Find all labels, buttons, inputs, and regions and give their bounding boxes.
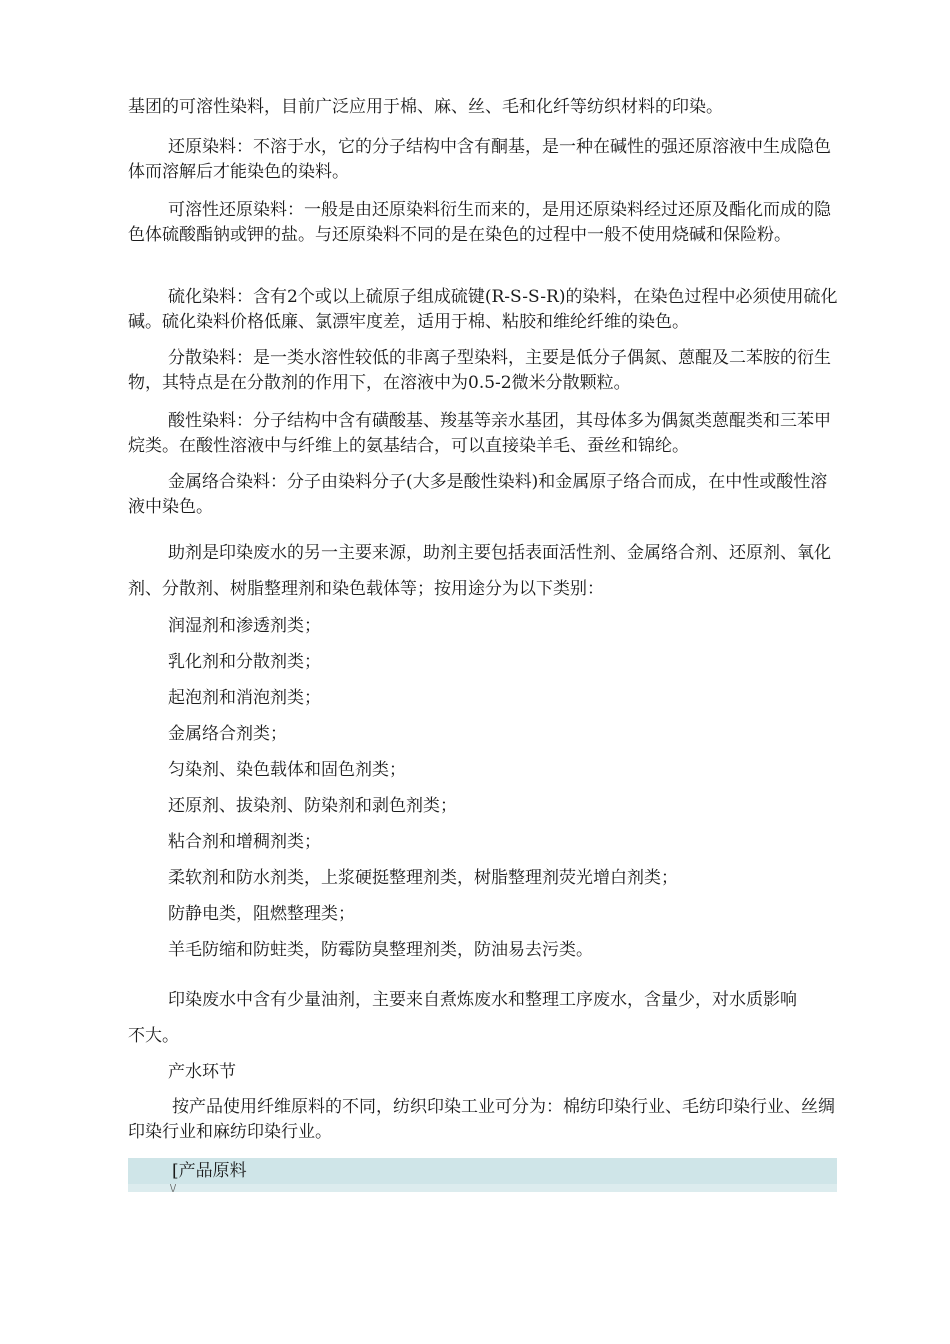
paragraph-dye-continued: 基团的可溶性染料，目前广泛应用于棉、麻、丝、毛和化纤等纺织材料的印染。	[128, 97, 723, 117]
table-mark: \/	[170, 1184, 177, 1194]
list-item: 还原剂、拔染剂、防染剂和剥色剂类；	[168, 796, 457, 816]
list-item: 羊毛防缩和防蛀类，防霉防臭整理剂类，防油易去污类。	[168, 940, 593, 960]
paragraph-soluble-vat-dyes: 可溶性还原染料：一般是由还原染料衍生而来的，是用还原染料经过还原及酯化而成的隐色体硫酸酯钠或钾的盐。与还原染料不同的是在染色的过程中一般不使用烧碱和保险粉。	[128, 200, 831, 245]
list-item: 粘合剂和增稠剂类；	[168, 832, 321, 852]
list-item: 柔软剂和防水剂类，上浆硬挺整理剂类，树脂整理剂荧光增白剂类；	[168, 868, 678, 888]
table-header-cell: [产品原料	[172, 1161, 247, 1181]
paragraph-metal-complex-dyes: 金属络合染料：分子由染料分子(大多是酸性染料)和金属原子络合而成，在中性或酸性溶液中染色。	[128, 472, 828, 517]
list-item: 防静电类，阻燃整理类；	[168, 904, 355, 924]
list-item: 乳化剂和分散剂类；	[168, 652, 321, 672]
paragraph-auxiliaries: 助剂是印染废水的另一主要来源，助剂主要包括表面活性剂、金属络合剂、还原剂、氧化剂、分散剂、树脂整理剂和染色载体等；按用途分为以下类别：	[128, 543, 831, 599]
paragraph-acid-dyes: 酸性染料：分子结构中含有磺酸基、羧基等亲水基团，其母体多为偶氮类蒽醌类和三苯甲烷类。在酸性溶液中与纤维上的氨基结合，可以直接染羊毛、蚕丝和锦纶。	[128, 411, 831, 456]
list-item: 金属络合剂类；	[168, 724, 287, 744]
list-item: 匀染剂、染色载体和固色剂类；	[168, 760, 406, 780]
paragraph-industry-categories: 按产品使用纤维原料的不同，纺织印染工业可分为：棉纺印染行业、毛纺印染行业、丝绸印染行业和麻纺印染行业。	[128, 1097, 835, 1142]
paragraph-disperse-dyes: 分散染料：是一类水溶性较低的非离子型染料，主要是低分子偶氮、蒽醌及二苯胺的衍生物，其特点是在分散剂的作用下，在溶液中为0.5-2微米分散颗粒。	[128, 348, 831, 393]
paragraph-sulfur-dyes: 硫化染料：含有2个或以上硫原子组成硫键(R-S-S-R)的染料，在染色过程中必须使用硫化碱。硫化染料价格低廉、氯漂牢度差，适用于棉、粘胶和维纶纤维的染色。	[128, 287, 838, 332]
table-subheader-row	[128, 1184, 837, 1192]
list-item: 润湿剂和渗透剂类；	[168, 616, 321, 636]
paragraph-vat-dyes: 还原染料：不溶于水，它的分子结构中含有酮基，是一种在碱性的强还原溶液中生成隐色体而溶解后才能染色的染料。	[128, 137, 831, 182]
paragraph-oil-agents: 印染废水中含有少量油剂，主要来自煮炼废水和整理工序废水，含量少，对水质影响不大。	[128, 990, 797, 1046]
table-header-row	[128, 1158, 837, 1184]
section-heading-water-production: 产水环节	[168, 1062, 236, 1082]
list-item: 起泡剂和消泡剂类；	[168, 688, 321, 708]
